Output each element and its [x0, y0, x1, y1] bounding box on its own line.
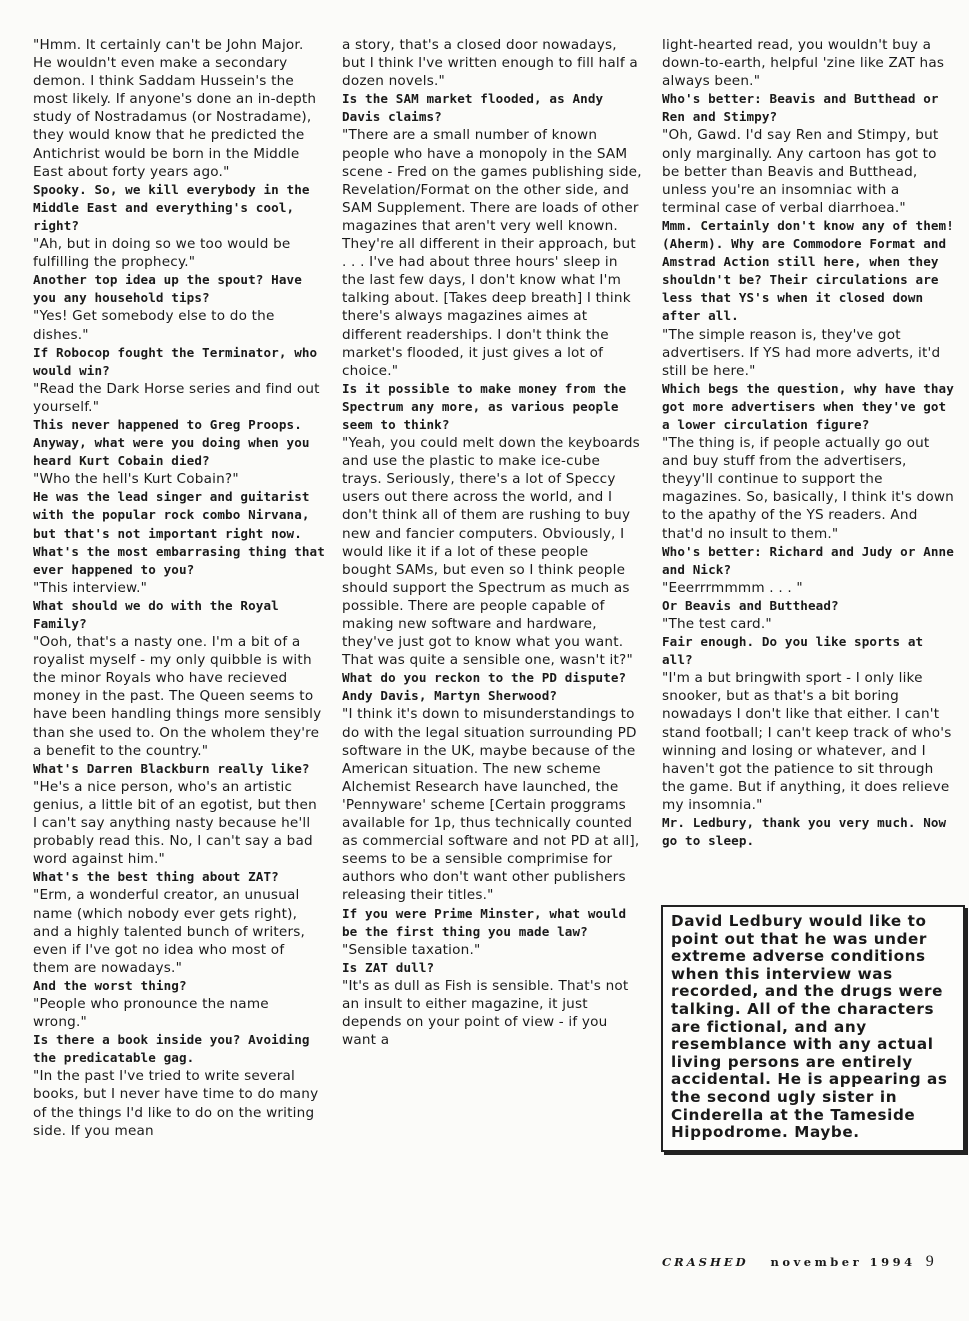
- interview-answer: "I think it's down to misunderstandings to do with the legal situation surrounding PD software in the UK, maybe because of the American situation. The new scheme Alchemist Research have launched, the 'Pennyware' scheme [Certain proggrams available for 1p, thus technically counted as commercial software and not PD at all], seems to be a sensible comprimise for authors who don't want other publishers releasing their titles.": [342, 706, 640, 904]
- interview-question: Is there a book inside you? Avoiding the predicatable gag.: [33, 1032, 310, 1066]
- interview-answer: "Sensible taxation.": [342, 941, 481, 958]
- interview-question: Or Beavis and Butthead?: [662, 597, 839, 613]
- interview-answer: "The test card.": [662, 616, 772, 632]
- interview-answer: "In the past I've tried to write several books, but I never have time to do many of the things I'd like to do on the writing side. If you mean: [33, 1068, 319, 1139]
- interview-answer: "Oh, Gawd. I'd say Ren and Stimpy, but only marginally. Any cartoon has got to be better than Beavis and Butthead, unless you're an insomniac with a terminal case of verbal diarrhoea.": [662, 127, 939, 216]
- interview-answer: "Eeerrrmmmm . . . ": [662, 579, 803, 596]
- column-2: [342, 36, 642, 1049]
- interview-answer: light-hearted read, you wouldn't buy a down-to-earth, helpful 'zine like ZAT has always been.": [662, 37, 945, 90]
- interview-answer: "Who the hell's Kurt Cobain?": [33, 471, 239, 488]
- interview-answer: "Read the Dark Horse series and find out yourself.": [33, 380, 320, 415]
- interview-question: Who's better: Beavis and Butthead or Ren and Stimpy?: [662, 91, 939, 125]
- interview-question: Is it possible to make money from the Spectrum any more, as various people seem to think?: [342, 380, 627, 432]
- interview-answer: "Hmm. It certainly can't be John Major. He wouldn't even make a secondary demon. I think Saddam Hussein's the most likely. If anyone's done an in-depth study of Nostradamus (or Nostradame), they would know that he predicted the Antichrist would be born in the Middle East about forty years ago.": [33, 37, 317, 180]
- interview-question: Another top idea up the spout? Have you any household tips?: [33, 272, 302, 306]
- interview-question: Spooky. So, we kill everybody in the Middle East and everything's cool, right?: [33, 181, 310, 233]
- interview-question: What do you reckon to the PD dispute? Andy Davis, Martyn Sherwood?: [342, 670, 627, 704]
- issue-date: november 1994: [770, 1255, 916, 1269]
- interview-question: What's the best thing about ZAT?: [33, 869, 279, 885]
- interview-question: If you were Prime Minster, what would be the first thing you made law?: [342, 905, 627, 939]
- interview-answer: "There are a small number of known people who have a monopoly in the SAM scene - Fred on the games publishing side, Revelation/Format on the other side, and SAM Supplement. There are loads of other magazines that aren't very well known. They're all different in their approach, but . . . I've had about three hours' sleep in the last few days, I don't know what I'm talking about. [Takes deep breath] I think there's always magazines aimes at different readerships. I don't think the market's flooded, it just gives a lot of choice.": [342, 127, 642, 379]
- interview-answer: "Yeah, you could melt down the keyboards and use the plastic to make ice-cube trays. Seriously, there's a lot of Speccy users out there across the world, and I don't think all of them are rushing to buy new and fancier computers. Obviously, I would like it if a lot of these people bought SAMs, but even so I think people should support the Spectrum as much as possible. There are people capable of making new software and hardware, they've just got to know what you want. That was quite a sensible one, wasn't it?": [342, 435, 640, 669]
- interview-question: What should we do with the Royal Family?: [33, 597, 279, 631]
- interview-question: Is the SAM market flooded, as Andy Davis claims?: [342, 91, 604, 125]
- interview-answer: "This interview.": [33, 579, 148, 596]
- interview-answer: "Yes! Get somebody else to do the dishes.": [33, 308, 275, 343]
- interview-answer: "People who pronounce the name wrong.": [33, 995, 269, 1031]
- column-1: [33, 36, 325, 1140]
- interview-question: Which begs the question, why have thay got more advertisers when they've got a lower circulation figure?: [662, 380, 954, 432]
- magazine-name: CRASHED: [662, 1255, 749, 1269]
- interview-answer: "The simple reason is, they've got advertisers. If YS had more adverts, it'd still be here.": [662, 326, 941, 379]
- interview-answer: "He's a nice person, who's an artistic genius, a little bit of an egotist, but then I can't say anything nasty because he'll probably read this. No, I can't say a bad word against him.": [33, 778, 317, 868]
- interview-answer: "Erm, a wonderful creator, an unusual name (which nobody ever gets right), and a highly talented bunch of writers, even if I've got no idea who most of them are nowadays.": [33, 887, 306, 976]
- interview-question: If Robocop fought the Terminator, who would win?: [33, 344, 318, 378]
- interview-answer: "Ah, but in doing so we too would be fulfilling the prophecy.": [33, 236, 291, 271]
- interview-answer: "I'm a but bringwith sport - I only like snooker, but as that's a bit boring nowadays I don't like that either. I can't stand football; I can't keep track of who's winning and losing or whatever, and I haven't got the patience to sit through the game. But if anything, it does relieve my insomnia.": [662, 670, 952, 813]
- interview-question: What's Darren Blackburn really like?: [33, 760, 310, 776]
- disclaimer-box: David Ledbury would like to point out that he was under extreme adverse conditions when this interview was recorded, and the drugs were talking. All of the characters are fictional, and any resemblance with any actual living persons are entirely accidental. He is appearing as the second ugly sister in Cinderella at the Tameside Hippodrome. Maybe.: [661, 905, 965, 1152]
- interview-answer: a story, that's a closed door nowadays, but I think I've written enough to fill half a dozen novels.": [342, 37, 638, 90]
- page-footer: [662, 1253, 952, 1271]
- interview-question: And the worst thing?: [33, 977, 187, 993]
- interview-question: He was the lead singer and guitarist with the popular rock combo Nirvana, but that's not important right now. What's the most embarrasing thing that ever happened to you?: [33, 489, 325, 577]
- interview-question: Mmm. Certainly don't know any of them! (Aherm). Why are Commodore Format and Amstrad Action still here, when they shouldn't be? Their circulations are less that YS's when it closed down after all.: [662, 217, 954, 324]
- interview-answer: "The thing is, if people actually go out and buy stuff from the advertisers, theyy'll continue to support the magazines. So, basically, I think it's down to the apathy of the YS readers. And that'd no insult to them.": [662, 435, 954, 542]
- interview-question: Who's better: Richard and Judy or Anne and Nick?: [662, 543, 954, 577]
- column-3: [662, 36, 954, 850]
- interview-question: Fair enough. Do you like sports at all?: [662, 634, 924, 668]
- interview-question: Is ZAT dull?: [342, 959, 435, 975]
- page-number: 9: [925, 1253, 934, 1270]
- interview-answer: "Ooh, that's a nasty one. I'm a bit of a royalist myself - my only quibble is with the minor Royals who have recieved money in the past. The Queen seems to have been handling things more sensibly than she used to. On the wholem they're a benefit to the country.": [33, 634, 322, 759]
- interview-answer: "It's as dull as Fish is sensible. That's not an insult to either magazine, it just depends on your point of view - if you want a: [342, 977, 629, 1049]
- interview-question: Mr. Ledbury, thank you very much. Now go to sleep.: [662, 815, 947, 849]
- interview-question: This never happened to Greg Proops. Anyway, what were you doing when you heard Kurt Cobain died?: [33, 416, 310, 469]
